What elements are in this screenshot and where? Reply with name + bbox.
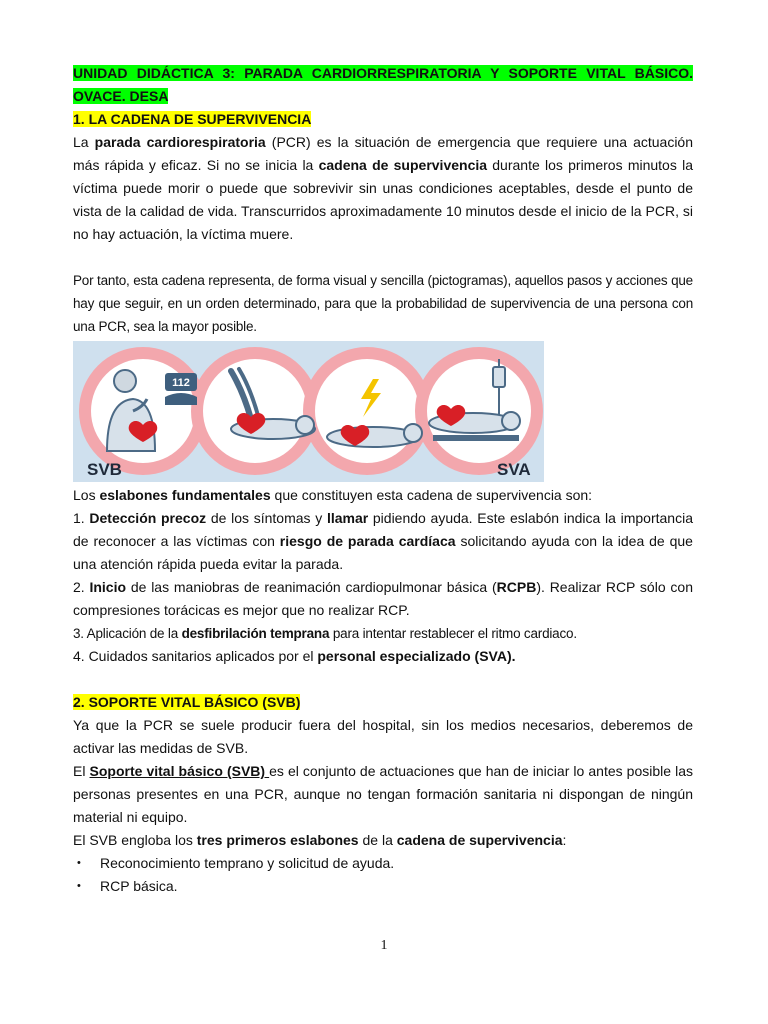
text-run: ). Realizar RCP sólo con compresiones torácicas es mejor que no realizar RCP. (73, 579, 693, 618)
phone-icon (165, 373, 197, 405)
page-number: 1 (380, 938, 388, 953)
text-run: para intentar restablecer el ritmo cardiaco. (329, 626, 577, 641)
text-run: 3. Aplicación de la (73, 626, 182, 641)
link-item-3 (73, 622, 693, 645)
spacer (73, 668, 693, 691)
bold-term: cadena de supervivencia (396, 832, 563, 848)
bold-term: personal especializado (SVA). (317, 648, 516, 664)
text-run: : (562, 832, 567, 848)
section-2-heading: 2. SOPORTE VITAL BÁSICO (SVB) (73, 694, 301, 710)
chain-link-4 (415, 347, 543, 475)
text-run: 4. Cuidados sanitarios aplicados por el (73, 648, 318, 664)
svb-bullet-list (73, 852, 693, 898)
bold-term: desfibrilación temprana (181, 626, 330, 641)
section-2-paragraph-1: Ya que la PCR se suele producir fuera del hospital, sin los medios necesarios, deberemos de activar las medidas de SVB. (73, 717, 693, 756)
text-run: pidiendo ayuda. Este eslabón indica la importancia de reconocer a las víctimas con (73, 510, 693, 549)
text-run: solicitando ayuda con la idea de que una atención rápida pueda evitar la parada. (73, 533, 693, 572)
section-1-heading-wrap (73, 108, 693, 131)
bold-term-pcr: parada cardiorespiratoria (94, 134, 266, 150)
bold-term-eslabones: eslabones fundamentales (99, 487, 271, 503)
text-run: es el conjunto de actuaciones que han de iniciar lo antes posible las personas presentes en una PCR, aunque no tengan formación sanitaria ni dispongan de ningún material ni equipo. (73, 763, 693, 825)
bold-term: llamar (326, 510, 369, 526)
section-2-paragraph-2 (73, 760, 693, 829)
document-body (73, 62, 693, 898)
section-2-paragraph-3 (73, 829, 693, 852)
list-item: • Reconocimiento temprano y solicitud de ayuda. (73, 852, 693, 875)
sva-label: SVA (497, 460, 531, 479)
bold-term: RCPB (496, 579, 537, 595)
text-run: El SVB engloba los (73, 832, 197, 848)
text-run: de la (358, 832, 397, 848)
text-run: de las maniobras de reanimación cardiopulmonar básica ( (126, 579, 497, 595)
text-run: 2. (73, 579, 90, 595)
spacer (73, 246, 693, 269)
text-run: de los síntomas y (206, 510, 327, 526)
section-2-heading-wrap (73, 691, 693, 714)
bold-underlined-term: Soporte vital básico (SVB) (89, 763, 270, 779)
document-title-line-2: OVACE. DESA (73, 88, 169, 104)
list-item: • RCP básica. (73, 875, 693, 898)
text-run: durante los primeros minutos la víctima puede morir o puede que sobrevivir sin unas condiciones aceptables, desde el punto de vista de la calidad de vida. Transcurridos aproximadamente 10 minutos desde el inicio de la PCR, si no hay actuación, la víctima muere. (73, 157, 693, 242)
bold-term: tres primeros eslabones (196, 832, 359, 848)
text-run: 1. (73, 510, 90, 526)
link-item-1 (73, 507, 693, 576)
document-title (73, 62, 693, 85)
svb-label: SVB (87, 460, 122, 479)
chain-of-survival-figure (73, 341, 544, 482)
text-run: (PCR) es la situación de emergencia que requiere una actuación más rápida y eficaz. Si no se inicia la (73, 134, 694, 173)
link-item-2 (73, 576, 693, 622)
section-1-paragraph-1 (73, 131, 693, 246)
text-run: El (73, 763, 90, 779)
section-1-heading: 1. LA CADENA DE SUPERVIVENCIA (73, 111, 312, 127)
bold-term: riesgo de parada cardíaca (279, 533, 456, 549)
section-1-paragraph-2: Por tanto, esta cadena representa, de forma visual y sencilla (pictogramas), aquellos pasos y acciones que hay que seguir, en un orden determinado, para que la probabilidad de supervivencia de una persona con una PCR, sea la mayor posible. (73, 273, 693, 334)
chain-of-survival-illustration (73, 341, 544, 482)
text-run: Los (73, 487, 100, 503)
link-item-4 (73, 645, 693, 668)
document-title-line-1: UNIDAD DIDÁCTICA 3: PARADA CARDIORRESPIRATORIA Y SOPORTE VITAL BÁSICO. (73, 65, 693, 81)
phone-number-label: 112 (172, 377, 190, 389)
links-intro (73, 484, 693, 507)
text-run: que constituyen esta cadena de supervivencia son: (270, 487, 593, 503)
bold-term: Detección precoz (89, 510, 207, 526)
document-title-line-2-wrap (73, 85, 693, 108)
bold-term-cadena: cadena de supervivencia (318, 157, 488, 173)
bold-term: Inicio (89, 579, 127, 595)
text-run: La (73, 134, 95, 150)
